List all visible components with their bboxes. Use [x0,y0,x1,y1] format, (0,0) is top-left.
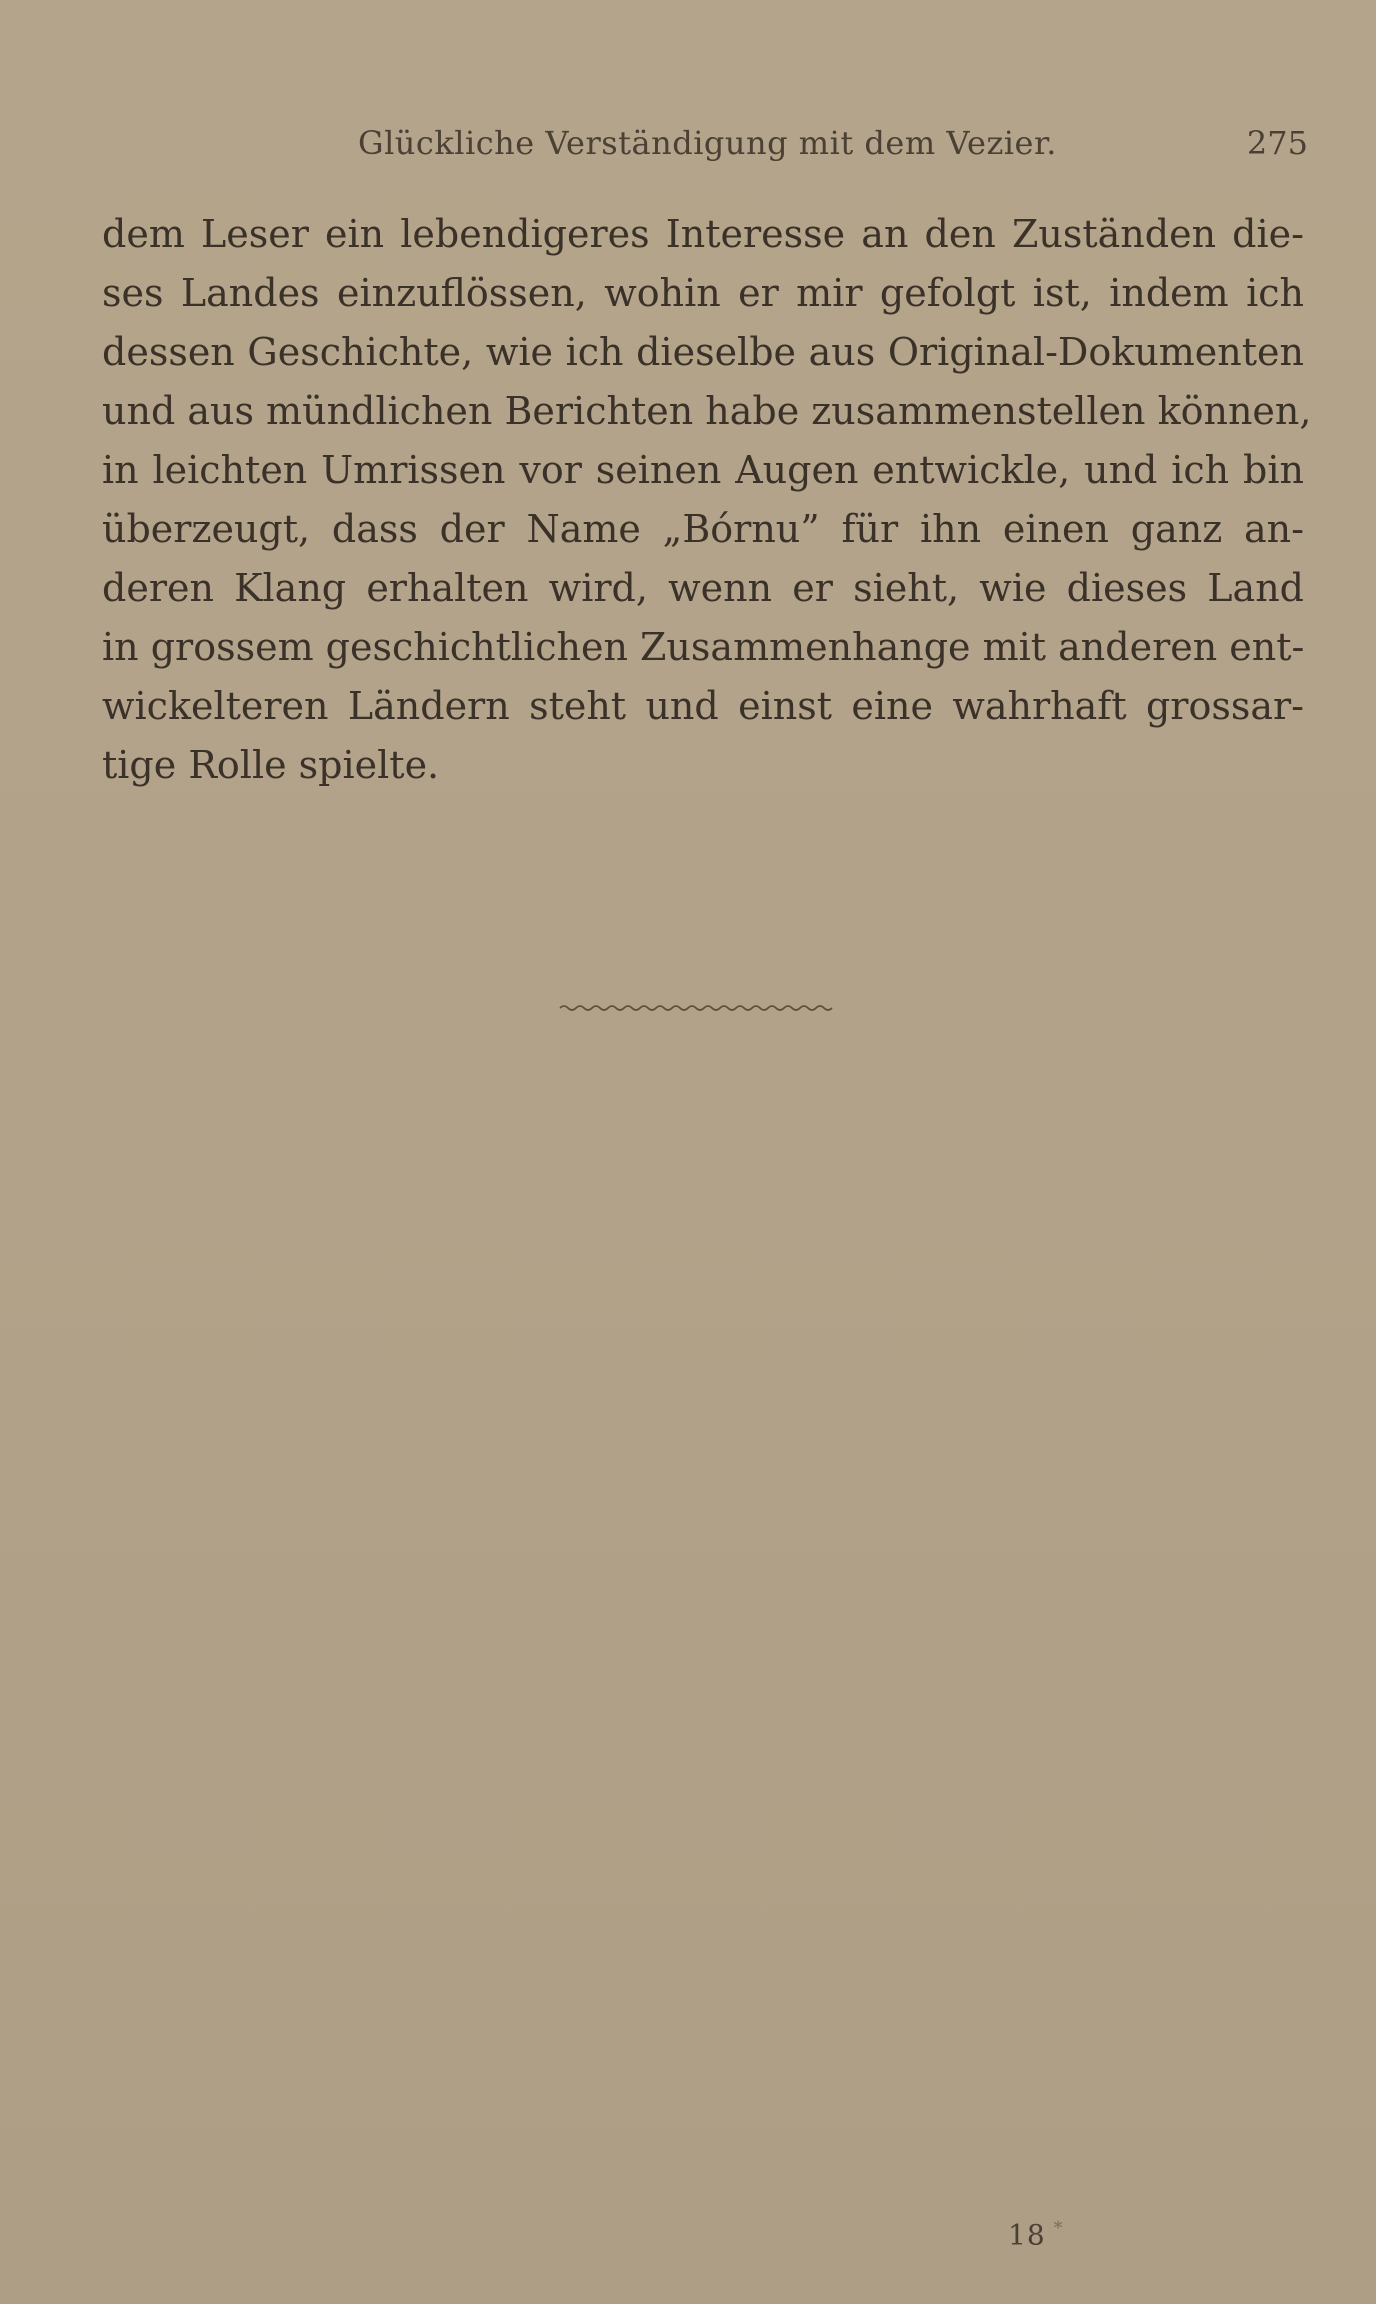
text-line: dessen Geschichte, wie ich dieselbe aus Original-Dokumenten [102,330,1304,374]
text-line: in grossem geschichtlichen Zusammenhange mit anderen ent- [102,625,1305,669]
text-line: in leichten Umrissen vor seinen Augen entwickle, und ich bin [102,448,1304,492]
running-head [100,124,1308,174]
text-line: wickelteren Ländern steht und einst eine wahrhaft grossar- [102,684,1304,728]
text-line: tige Rolle spielte. [102,743,440,787]
text-line: und aus mündlichen Berichten habe zusammenstellen können, [102,389,1312,433]
signature-number: 18 [1008,2218,1046,2252]
wavy-rule-ornament [558,1000,838,1016]
body-paragraph [102,205,1312,795]
page-number: 275 [1246,124,1308,162]
printer-signature [1008,2218,1064,2251]
text-line: ses Landes einzuflössen, wohin er mir gefolgt ist, indem ich [102,271,1304,315]
text-line: überzeugt, dass der Name „Bórnu” für ihn einen ganz an- [102,507,1304,551]
text-line: deren Klang erhalten wird, wenn er sieht, wie dieses Land [102,566,1304,610]
signature-star: * [1053,2218,1064,2239]
text-line: dem Leser ein lebendigeres Interesse an den Zuständen die- [102,212,1304,256]
running-title: Glückliche Verständigung mit dem Vezier. [358,124,1057,162]
